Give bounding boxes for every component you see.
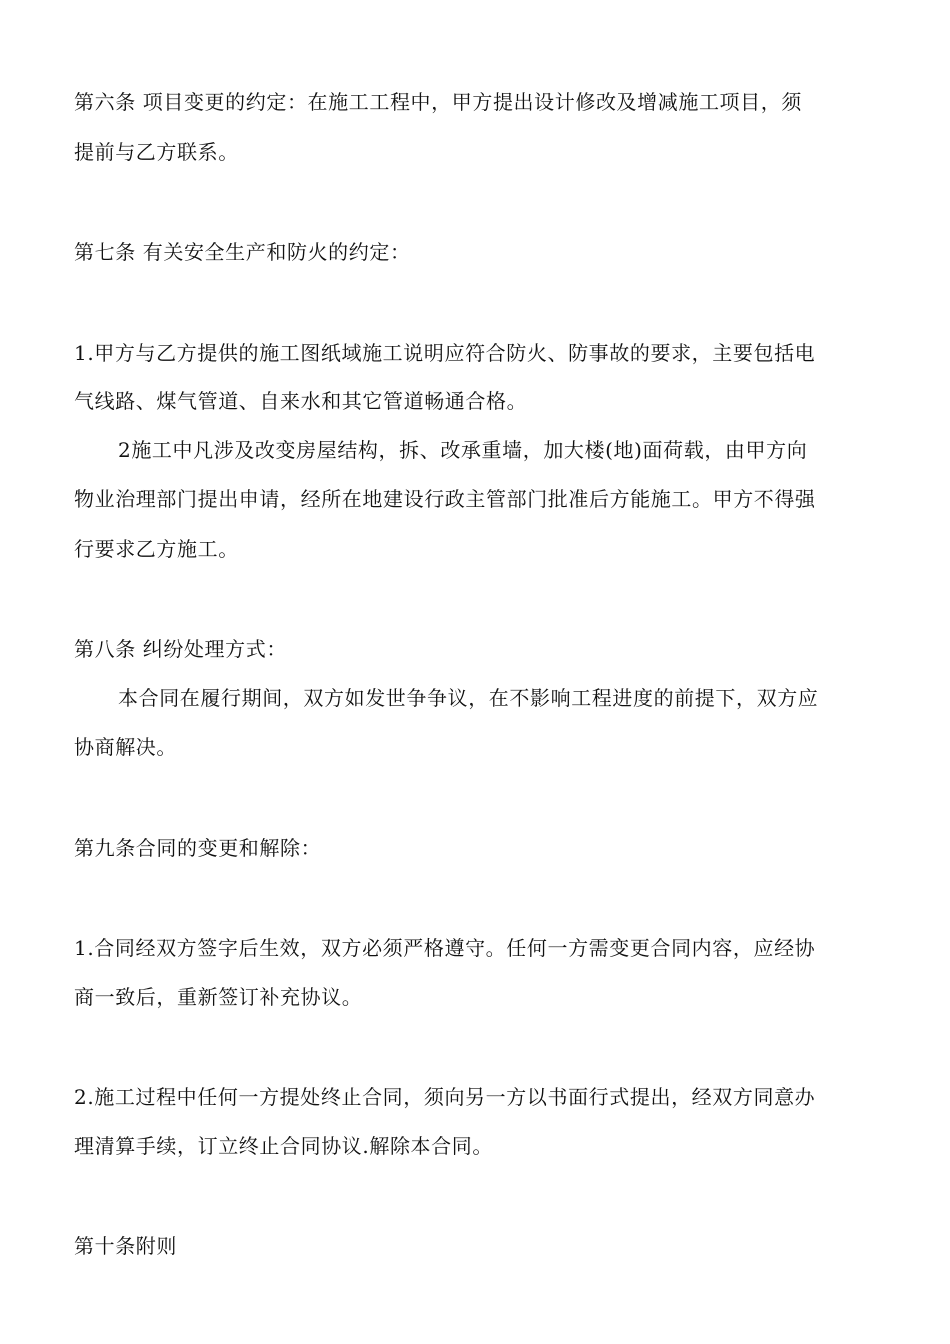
article-7-heading: 第七条 有关安全生产和防火的约定：: [74, 240, 411, 264]
article-7-item-1-line-2: 气线路、煤气管道、自来水和其它管道畅通合格。: [74, 389, 528, 413]
article-8-body-line-2: 协商解决。: [74, 735, 177, 759]
article-9-heading: 第九条合同的变更和解除：: [74, 836, 322, 860]
article-6-line-1: 第六条 项目变更的约定：在施工工程中，甲方提出设计修改及增减施工项目，须: [74, 90, 802, 114]
article-7-item-2-line-1: 2施工中凡涉及改变房屋结构，拆、改承重墙，加大楼(地)面荷载，由甲方向: [118, 438, 808, 462]
article-7-item-2-line-2: 物业治理部门提出申请，经所在地建设行政主管部门批准后方能施工。甲方不得强: [74, 487, 816, 511]
article-9-item-1-line-1: 1.合同经双方签字后生效，双方必须严格遵守。任何一方需变更合同内容，应经协: [74, 936, 816, 960]
article-7-item-2-line-3: 行要求乙方施工。: [74, 537, 239, 561]
article-7-item-1-line-1: 1.甲方与乙方提供的施工图纸域施工说明应符合防火、防事故的要求，主要包括电: [74, 341, 816, 365]
article-9-item-2-line-2: 理清算手续，订立终止合同协议.解除本合同。: [74, 1134, 493, 1158]
article-10-heading: 第十条附则: [74, 1234, 177, 1258]
article-8-heading: 第八条 纠纷处理方式：: [74, 637, 287, 661]
article-8-body-line-1: 本合同在履行期间，双方如发世争争议，在不影响工程进度的前提下，双方应: [118, 686, 819, 710]
article-9-item-2-line-1: 2.施工过程中任何一方提处终止合同，须向另一方以书面行式提出，经双方同意办: [74, 1085, 816, 1109]
article-9-item-1-line-2: 商一致后，重新签订补充协议。: [74, 985, 363, 1009]
article-6-line-2: 提前与乙方联系。: [74, 140, 239, 164]
